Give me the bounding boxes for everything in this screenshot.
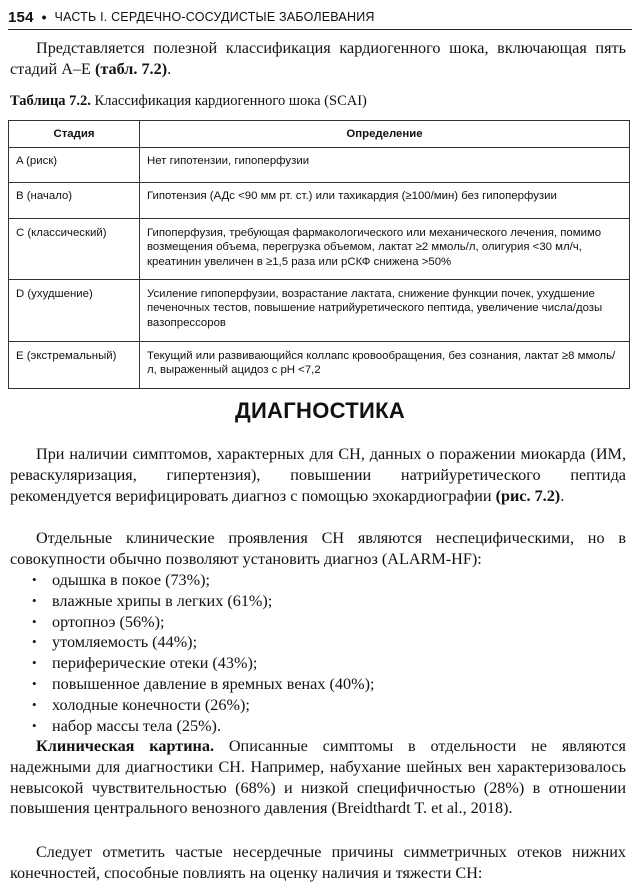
list-item bbox=[32, 653, 612, 674]
bullet: • bbox=[32, 717, 37, 733]
table-reference: (табл. 7.2) bbox=[94, 59, 168, 78]
intro-text: Представляется полезной классификация кардиогенного шока, включающая пять стадий A–E bbox=[10, 39, 626, 78]
clinical-picture-label: Клиническая картина. bbox=[36, 737, 214, 755]
symptom-list bbox=[32, 570, 612, 736]
definition-cell: Текущий или развивающийся коллапс кровообращения, без сознания, лактат ≥8 ммоль/л, выраженный ацидоз с рН <7,2 bbox=[140, 342, 630, 389]
symptom-text: набор массы тела (25%). bbox=[52, 716, 221, 735]
bullet: • bbox=[32, 655, 37, 671]
running-header bbox=[8, 6, 634, 28]
header-rule bbox=[8, 29, 632, 30]
symptom-text: ортопноэ (56%); bbox=[52, 612, 165, 631]
intro-paragraph bbox=[10, 38, 626, 80]
stage-cell: E (экстремальный) bbox=[9, 342, 140, 389]
diagnostics-paragraph-2: Отдельные клинические проявления СН являются неспецифическими, но в совокупности обычно позволяют установить диагноз (ALARM-HF): bbox=[10, 529, 626, 568]
column-header-definition: Определение bbox=[140, 121, 630, 148]
bullet: • bbox=[32, 634, 37, 650]
table-caption-text: Классификация кардиогенного шока (SCAI) bbox=[90, 93, 367, 109]
definition-cell: Усиление гипоперфузии, возрастание лактата, снижение функции почек, ухудшение печеночных тестов, повышение натрийуретического пептида, увеличение числа/дозы вазопрессоров bbox=[140, 280, 630, 342]
table-caption bbox=[10, 92, 630, 110]
symptom-text: влажные хрипы в легких (61%); bbox=[52, 591, 273, 610]
bullet: • bbox=[32, 675, 37, 691]
diagnostics-paragraph-1 bbox=[10, 444, 626, 506]
list-item bbox=[32, 570, 612, 591]
diagnostics-p1-tail: . bbox=[560, 486, 565, 505]
header-separator: • bbox=[41, 9, 47, 25]
diagnostics-p1-text: При наличии симптомов, характерных для СН, данных о поражении миокарда (ИМ, реваскуляризация, гипертензия), повышении натрийуретического пептида рекомендуется верифицировать диагноз с помощью эхокардиографии bbox=[10, 445, 626, 505]
table-row bbox=[9, 342, 630, 389]
definition-cell: Гипотензия (АДс <90 мм рт. ст.) или тахикардия (≥100/мин) без гипоперфузии bbox=[140, 183, 630, 219]
list-item bbox=[32, 716, 612, 737]
intro-tail: . bbox=[167, 59, 172, 78]
table-row bbox=[9, 148, 630, 183]
stage-cell: B (начало) bbox=[9, 183, 140, 219]
column-header-stage: Стадия bbox=[9, 121, 140, 148]
list-item bbox=[32, 612, 612, 633]
table-caption-label: Таблица 7.2. bbox=[10, 93, 91, 109]
table-row bbox=[9, 280, 630, 342]
bullet: • bbox=[32, 572, 37, 587]
table-row bbox=[9, 183, 630, 219]
list-item bbox=[32, 695, 612, 716]
diagnostics-p3-text: Описанные симптомы в отдельности не являются надежными для диагностики СН. Например, набухание шейных вен характеризовалось невысокой чувствительностью (68%) и низкой специфичностью (28%) в отношении повышения центрального венозного давления (Breidthardt T. et al., 2018). bbox=[10, 737, 626, 818]
section-title: ДИАГНОСТИКА bbox=[234, 398, 406, 423]
page-number: 154 bbox=[8, 8, 34, 26]
bullet: • bbox=[32, 592, 37, 608]
list-item bbox=[32, 674, 612, 695]
bullet: • bbox=[32, 613, 37, 629]
table-row bbox=[9, 219, 630, 280]
definition-cell: Нет гипотензии, гипоперфузии bbox=[140, 148, 630, 183]
symptom-text: холодные конечности (26%); bbox=[52, 695, 250, 714]
scai-classification-table bbox=[8, 120, 630, 389]
stage-cell: A (риск) bbox=[9, 148, 140, 183]
list-item bbox=[32, 632, 612, 653]
diagnostics-paragraph-4: Следует отметить частые несердечные причины симметричных отеков нижних конечностей, способные повлиять на оценку наличия и тяжести СН: bbox=[10, 843, 626, 882]
symptom-text: одышка в покое (73%); bbox=[52, 571, 211, 589]
chapter-title: ЧАСТЬ I. СЕРДЕЧНО-СОСУДИСТЫЕ ЗАБОЛЕВАНИЯ bbox=[54, 10, 375, 24]
bullet: • bbox=[32, 696, 37, 712]
stage-cell: C (классический) bbox=[9, 219, 140, 280]
symptom-text: периферические отеки (43%); bbox=[52, 654, 258, 673]
definition-cell: Гипоперфузия, требующая фармакологического или механического лечения, помимо возмещения объема, перегрузка объемом, лактат ≥2 ммоль/л, олигурия <30 мл/ч, креатинин увеличен в ≥1,5 раза или рСКФ снижена >50% bbox=[140, 219, 630, 280]
symptom-text: утомляемость (44%); bbox=[52, 633, 198, 652]
list-item bbox=[32, 591, 612, 612]
stage-cell: D (ухудшение) bbox=[9, 280, 140, 342]
diagnostics-paragraph-3 bbox=[10, 736, 626, 819]
table-header-row bbox=[9, 121, 630, 148]
symptom-text: повышенное давление в яремных венах (40%); bbox=[52, 674, 375, 693]
figure-reference: (рис. 7.2) bbox=[495, 486, 561, 505]
